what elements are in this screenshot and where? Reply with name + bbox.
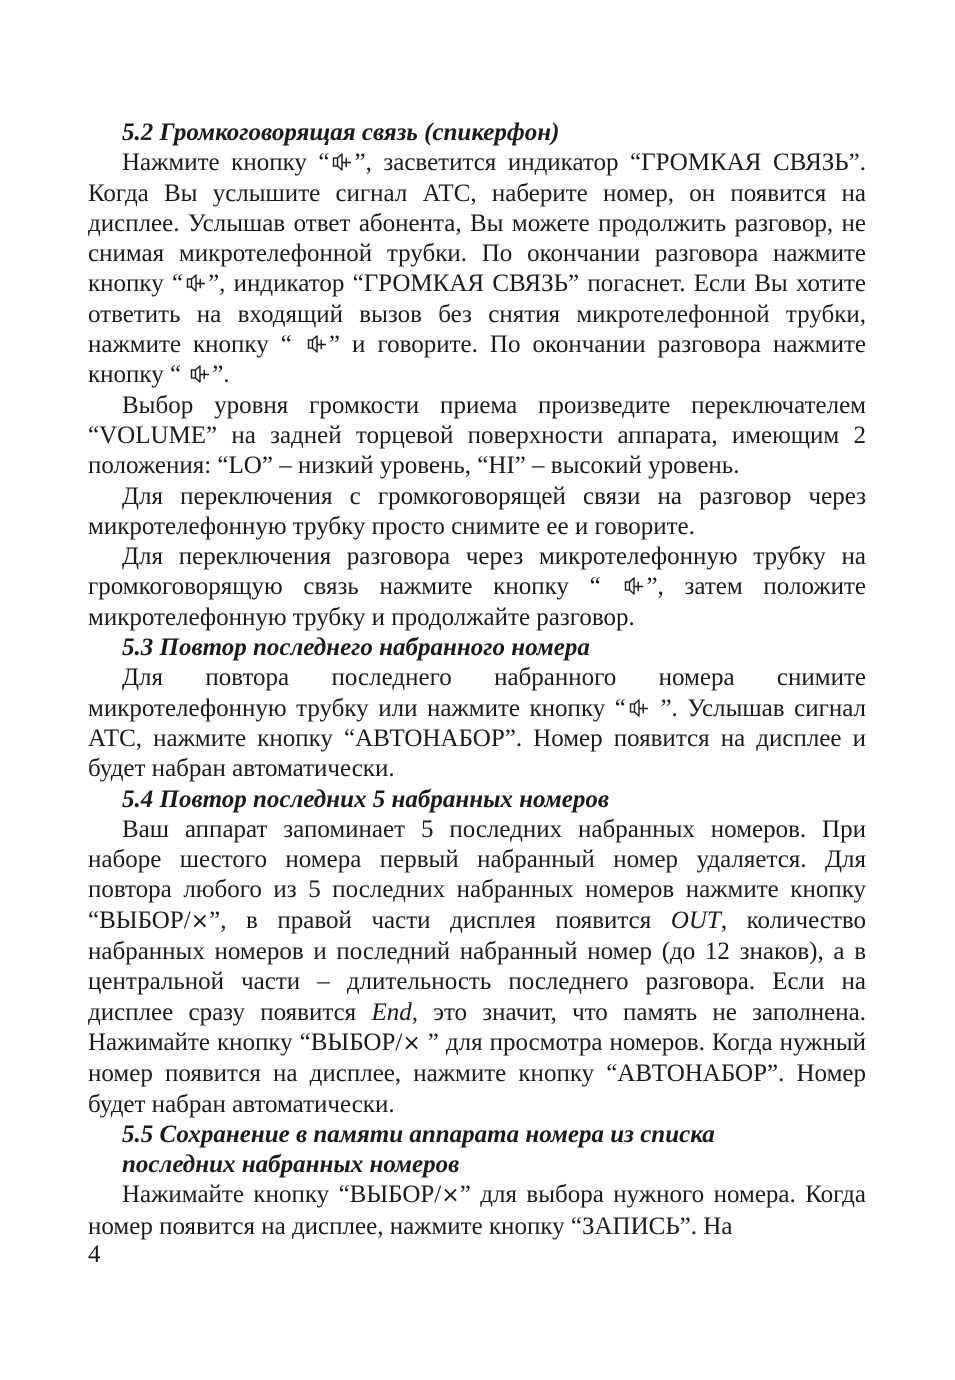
paragraph: Для повтора последнего набранного номера снимите микротелефонную трубку или нажмите кнопку “ ”. Услышав сигнал АТС, нажмите кнопку “АВТОНАБОР”. Номер появится на дисплее и будет набран автоматически. [88, 664, 867, 783]
section-heading-5-4: 5.4 Повтор последних 5 набранных номеров [122, 785, 609, 813]
paragraph: Для переключения с громкоговорящей связи на разговор через микротелефонную трубку просто снимите ее и говорите. [88, 482, 866, 540]
section-heading-5-5: 5.5 Сохранение в памяти аппарата номера из списка последних набранных номеров [122, 1120, 715, 1179]
cross-symbol: × [441, 1183, 460, 1209]
speakerphone-icon [628, 698, 649, 719]
section-heading-5-2: 5.2 Громкоговорящая связь (спикерфон) [122, 119, 560, 146]
speakerphone-icon [189, 364, 210, 385]
paragraph: Выбор уровня громкости приема произведите переключателем “VOLUME” на задней торцевой поверхности аппарата, имеющим 2 положения: “LO” – низкий уровень, “HI” – высокий уровень. [88, 391, 866, 480]
display-code-out: OUT [670, 906, 721, 934]
paragraph: Ваш аппарат запоминает 5 последних набранных номеров. При наборе шестого номера первый набранный номер удаляется. Для повтора любого из 5 последних набранных номеров нажмите кнопку “ВЫБОР/×”, в правой части дисплея появится OUT, количество набранных номеров и последний набранный номер (до 12 знаков), а в центральной части – длительность последнего разговора. Если на дисплее сразу появится End, это значит, что память не заполнена. Нажимайте кнопку “ВЫБОР/× ” для просмотра номеров. Когда нужный номер появится на дисплее, нажмите кнопку “АВТОНАБОР”. Номер будет набран автоматически. [88, 815, 866, 1118]
document-page [88, 118, 866, 1242]
cross-symbol: × [190, 908, 210, 934]
speakerphone-icon [306, 334, 327, 355]
cross-symbol: × [402, 1030, 421, 1056]
paragraph: Нажимайте кнопку “ВЫБОР/×” для выбора нужного номера. Когда номер появится на дисплее, нажмите кнопку “ЗАПИСЬ”. На [88, 1181, 866, 1240]
display-code-end: End [371, 998, 412, 1026]
paragraph: Нажмите кнопку “ ”, засветится индикатор “ГРОМКАЯ СВЯЗЬ”. Когда Вы услышите сигнал АТС, наберите номер, он появится на дисплее. Услышав ответ абонента, Вы можете продолжить разговор, не снимая микротелефонной трубки. По окончании разговора нажмите кнопку “ ”, индикатор “ГРОМКАЯ СВЯЗЬ” погаснет. Если Вы хотите ответить на входящий вызов без снятия микротелефонной трубки, нажмите кнопку “ ” и говорите. По окончании разговора нажмите кнопку “ ”. [88, 149, 866, 389]
page-number: 4 [88, 1241, 101, 1268]
speakerphone-icon [623, 576, 644, 597]
section-heading-5-3: 5.3 Повтор последнего набранного номера [122, 634, 590, 662]
speakerphone-icon [331, 152, 352, 173]
speakerphone-icon [185, 273, 206, 294]
paragraph: Для переключения разговора через микротелефонную трубку на громкоговорящую связь нажмите кнопку “ ”, затем положите микротелефонную трубку и продолжайте разговор. [88, 543, 866, 631]
